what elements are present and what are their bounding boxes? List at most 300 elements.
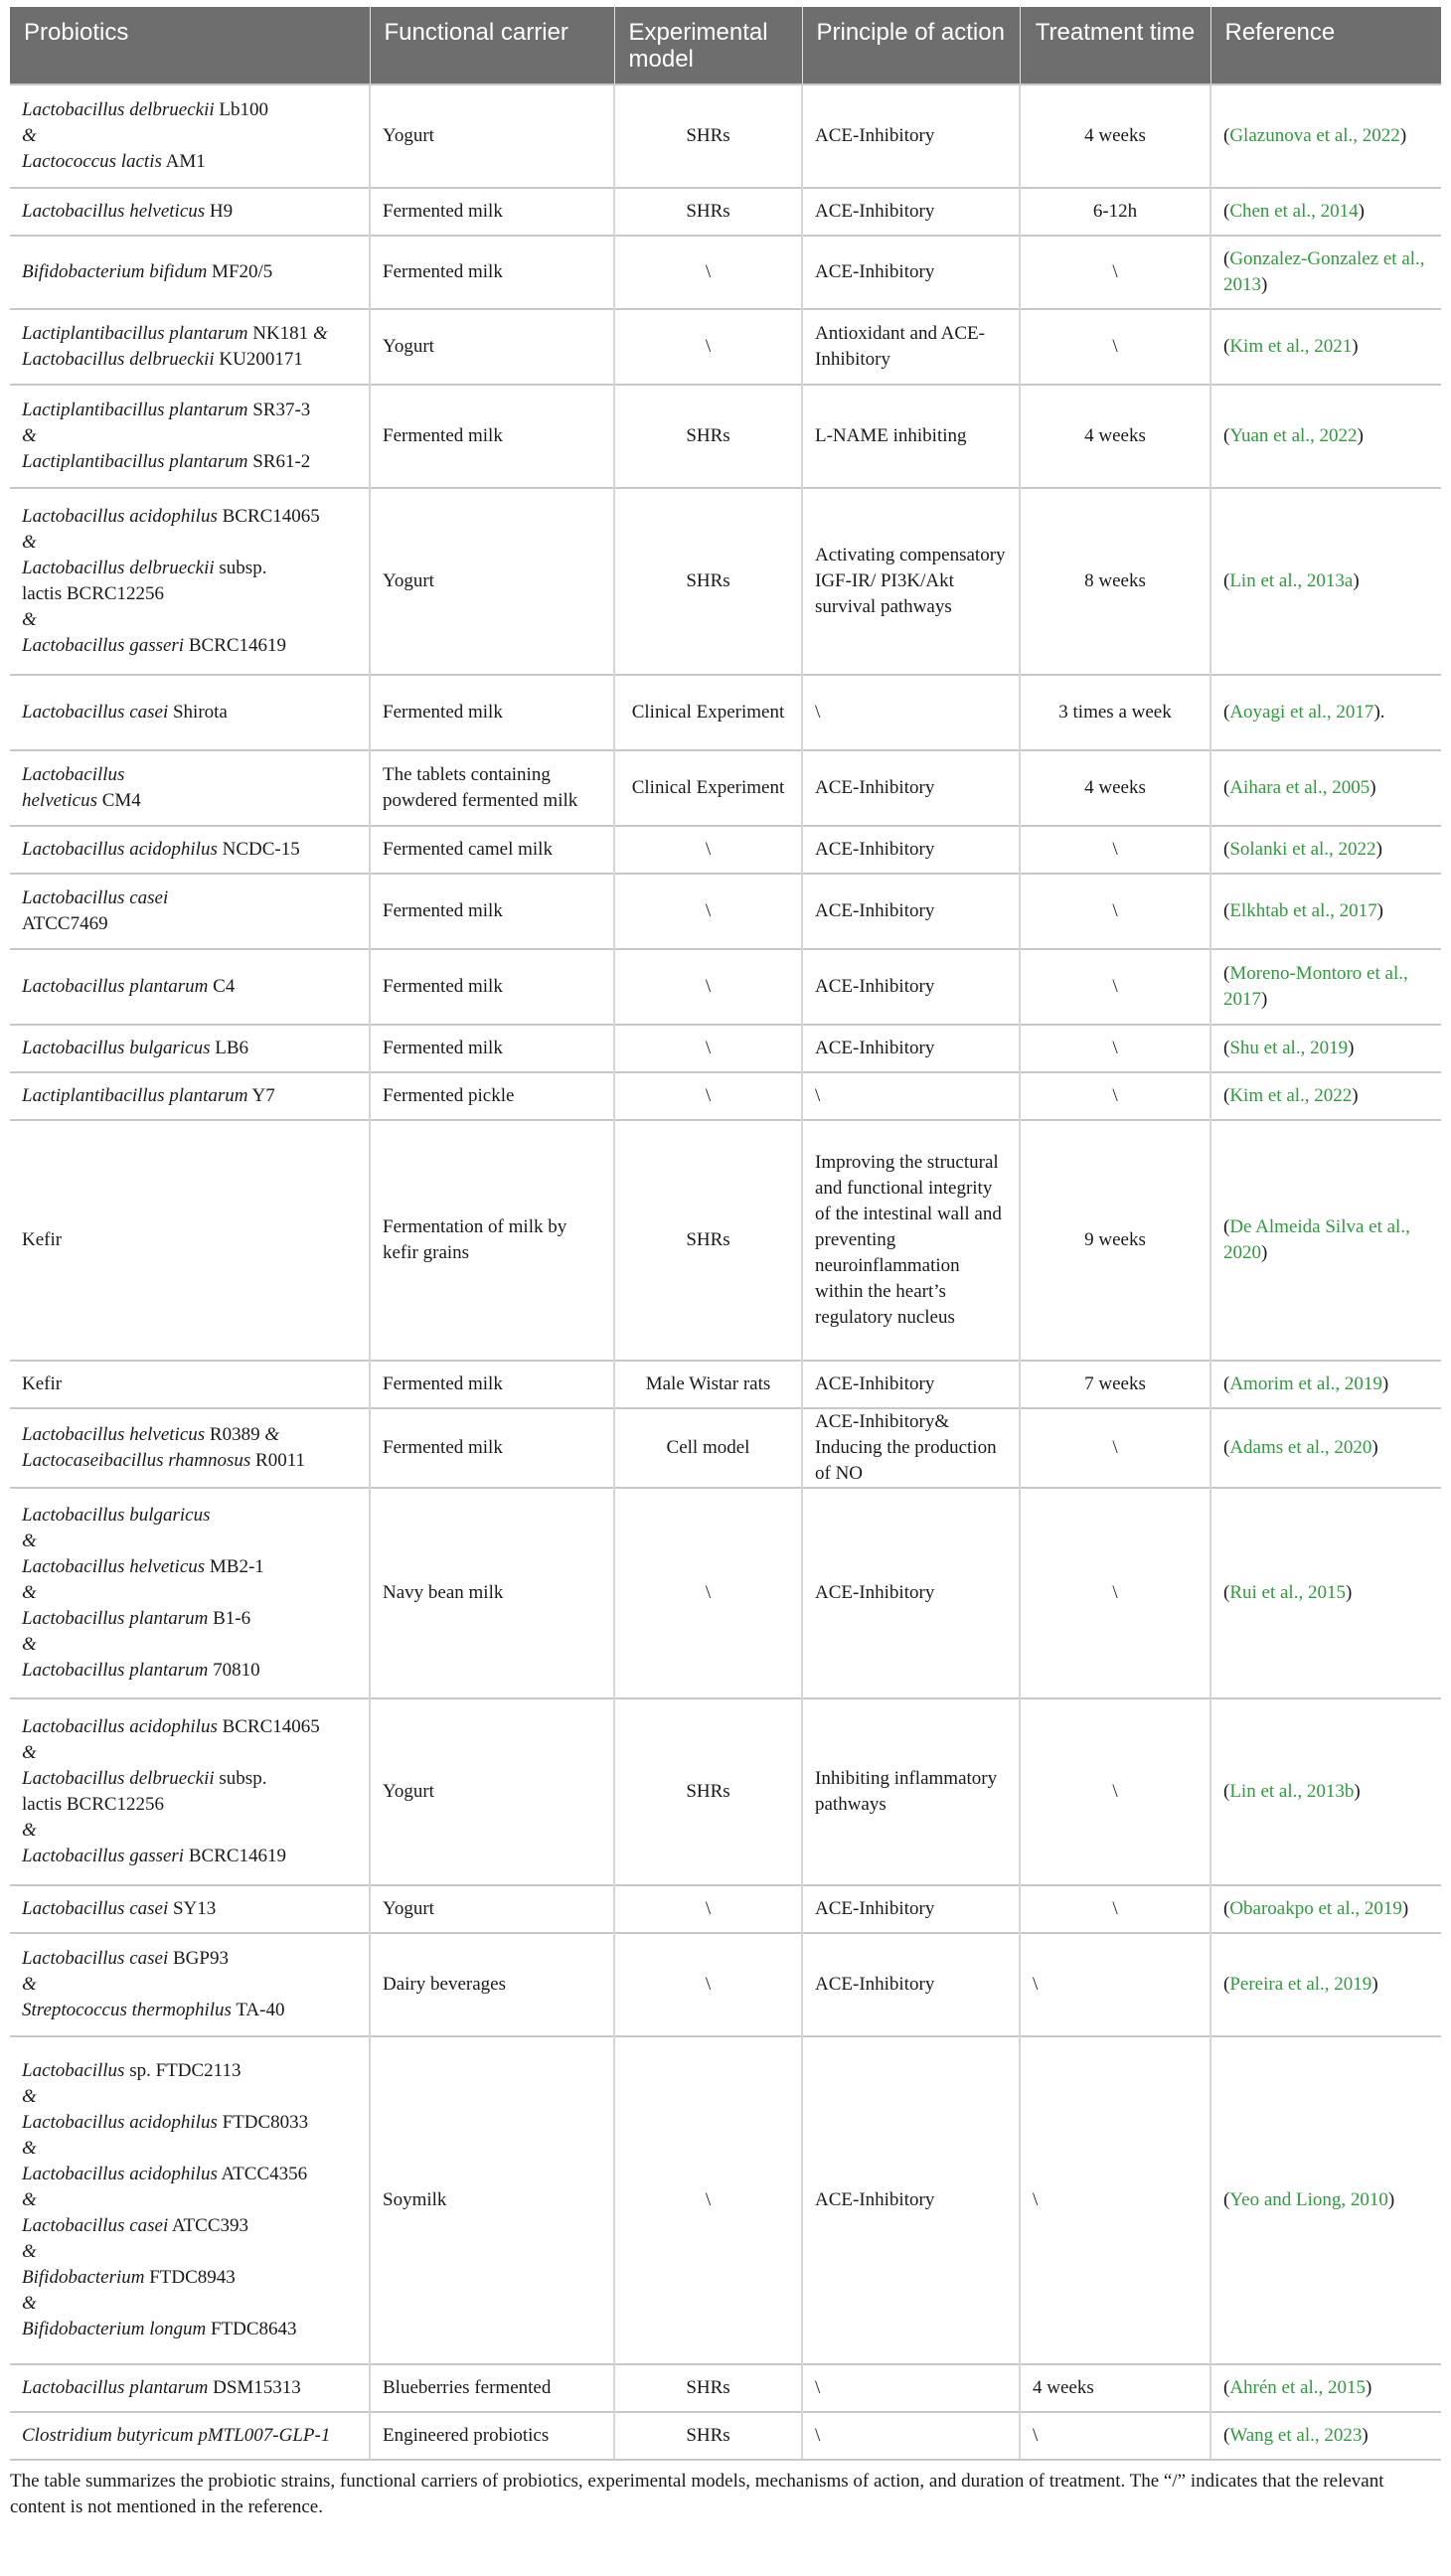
probiotic-line <box>22 321 357 347</box>
strain-text: SR61-2 <box>247 451 311 472</box>
probiotic-line <box>22 423 357 449</box>
probiotic-line <box>22 1658 357 1684</box>
probiotic-line <box>22 347 357 373</box>
paren-close: ) <box>1354 1781 1361 1802</box>
reference-link[interactable]: Adams et al., 2020 <box>1229 1437 1372 1458</box>
strain-text: subsp. <box>214 558 267 578</box>
cell-reference <box>1210 1072 1441 1120</box>
probiotic-line <box>22 398 357 423</box>
probiotic-line <box>22 1227 357 1253</box>
species-name: Lactobacillus gasseri <box>22 635 185 656</box>
probiotic-line <box>22 1792 357 1818</box>
cell-principle-of-action: ACE-Inhibitory <box>802 2036 1020 2364</box>
paren-close: ) <box>1348 1038 1355 1058</box>
cell-reference <box>1210 1488 1441 1698</box>
cell-functional-carrier: Fermented milk <box>370 1025 614 1072</box>
strain-text: R0389 <box>205 1424 265 1445</box>
ampersand: & <box>22 2086 37 2107</box>
strain-text: ATCC393 <box>168 2215 249 2236</box>
reference-link[interactable]: Moreno-Montoro et al., 2017 <box>1223 963 1408 1010</box>
probiotic-line <box>22 1740 357 1766</box>
probiotic-line <box>22 1083 357 1109</box>
cell-probiotics <box>10 1885 370 1933</box>
paren-close: ) <box>1352 336 1359 357</box>
probiotic-line <box>22 449 357 475</box>
strain-text: ATCC4356 <box>217 2164 308 2184</box>
strain-text: Kefir <box>22 1229 63 1250</box>
ampersand: & <box>22 1530 37 1551</box>
paren-open: ( <box>1223 201 1230 222</box>
paren-open: ( <box>1223 839 1230 860</box>
cell-functional-carrier: Soymilk <box>370 2036 614 2364</box>
cell-probiotics <box>10 826 370 874</box>
probiotic-line <box>22 837 357 863</box>
table-row <box>10 1120 1441 1361</box>
header-reference: Reference <box>1210 7 1441 84</box>
cell-treatment-time: \ <box>1020 1408 1210 1488</box>
reference-link[interactable]: Pereira et al., 2019 <box>1229 1974 1372 1995</box>
paren-close: ) <box>1261 989 1268 1010</box>
cell-functional-carrier: Fermented milk <box>370 949 614 1025</box>
cell-reference <box>1210 1361 1441 1408</box>
cell-experimental-model: Male Wistar rats <box>614 1361 802 1408</box>
cell-experimental-model: \ <box>614 309 802 385</box>
species-name: Lactobacillus delbrueckii <box>22 558 215 578</box>
probiotic-line <box>22 1714 357 1740</box>
paren-open: ( <box>1223 1038 1230 1058</box>
paren-open: ( <box>1223 1085 1230 1106</box>
reference-link[interactable]: Rui et al., 2015 <box>1229 1582 1346 1603</box>
reference-link[interactable]: Ahrén et al., 2015 <box>1229 2377 1366 2398</box>
probiotic-line <box>22 1896 357 1922</box>
cell-probiotics <box>10 750 370 826</box>
paren-close: ) <box>1357 425 1364 446</box>
probiotic-line <box>22 633 357 659</box>
ampersand: & <box>312 323 328 344</box>
cell-principle-of-action: \ <box>802 675 1020 750</box>
cell-probiotics <box>10 2036 370 2364</box>
reference-link[interactable]: Glazunova et al., 2022 <box>1229 125 1400 146</box>
ampersand: & <box>22 2138 37 2159</box>
header-functional-carrier: Functional carrier <box>370 7 614 84</box>
strain-text: SY13 <box>168 1898 217 1919</box>
cell-treatment-time: 3 times a week <box>1020 675 1210 750</box>
cell-principle-of-action: ACE-Inhibitory <box>802 874 1020 949</box>
cell-probiotics <box>10 1933 370 2036</box>
paren-open: ( <box>1223 2425 1230 2446</box>
paren-open: ( <box>1223 1373 1230 1394</box>
cell-experimental-model: SHRs <box>614 2412 802 2460</box>
ampersand: & <box>22 1974 37 1995</box>
cell-functional-carrier: Fermented milk <box>370 874 614 949</box>
species-name: Lactobacillus acidophilus <box>22 2164 218 2184</box>
probiotic-line <box>22 1554 357 1580</box>
cell-functional-carrier: Yogurt <box>370 309 614 385</box>
cell-experimental-model: \ <box>614 826 802 874</box>
cell-reference <box>1210 750 1441 826</box>
cell-reference <box>1210 2412 1441 2460</box>
cell-reference <box>1210 309 1441 385</box>
cell-reference <box>1210 385 1441 488</box>
cell-treatment-time: \ <box>1020 874 1210 949</box>
reference-link[interactable]: Amorim et al., 2019 <box>1229 1373 1382 1394</box>
paren-close: ) <box>1370 777 1376 798</box>
species-name: Lactobacillus helveticus <box>22 1556 206 1577</box>
table-row <box>10 949 1441 1025</box>
strain-text: Y7 <box>247 1085 275 1106</box>
ampersand: & <box>264 1424 280 1445</box>
cell-treatment-time: \ <box>1020 1885 1210 1933</box>
cell-treatment-time: \ <box>1020 236 1210 309</box>
strain-text: R0011 <box>250 1450 306 1471</box>
strain-text: AM1 <box>161 151 206 172</box>
reference-link[interactable]: Obaroakpo et al., 2019 <box>1229 1898 1402 1919</box>
strain-text: KU200171 <box>214 349 303 370</box>
table-row <box>10 1698 1441 1885</box>
probiotic-line <box>22 1998 357 2023</box>
cell-experimental-model: SHRs <box>614 188 802 236</box>
strain-text: NK181 <box>247 323 313 344</box>
cell-experimental-model: \ <box>614 874 802 949</box>
species-name: Lactobacillus <box>22 2060 125 2081</box>
table-row <box>10 488 1441 675</box>
probiotic-line <box>22 199 357 225</box>
cell-functional-carrier: Fermented milk <box>370 1361 614 1408</box>
cell-principle-of-action: L-NAME inhibiting <box>802 385 1020 488</box>
cell-treatment-time: 4 weeks <box>1020 2364 1210 2412</box>
ampersand: & <box>22 2293 37 2314</box>
cell-treatment-time: \ <box>1020 826 1210 874</box>
paren-open: ( <box>1223 1781 1230 1802</box>
paren-open: ( <box>1223 1582 1230 1603</box>
probiotic-line <box>22 2317 357 2342</box>
cell-principle-of-action: ACE-Inhibitory <box>802 1488 1020 1698</box>
paren-open: ( <box>1223 125 1230 146</box>
paren-close: ) <box>1345 1582 1353 1603</box>
species-name: Bifidobacterium <box>22 2267 145 2288</box>
cell-principle-of-action: ACE-Inhibitory <box>802 188 1020 236</box>
cell-principle-of-action: \ <box>802 2364 1020 2412</box>
strain-text: subsp. <box>214 1768 267 1789</box>
cell-probiotics <box>10 488 370 675</box>
species-name: Lactobacillus acidophilus <box>22 839 218 860</box>
cell-treatment-time: 8 weeks <box>1020 488 1210 675</box>
reference-link[interactable]: Lin et al., 2013a <box>1229 570 1354 591</box>
table-footnote: The table summarizes the probiotic strains, functional carriers of probiotics, experimental models, mechanisms of action, and duration of treatment. The “/” indicates that the relevant content is not mentioned in the reference. <box>10 2471 1384 2517</box>
cell-principle-of-action: ACE-Inhibitory <box>802 826 1020 874</box>
reference-link[interactable]: Shu et al., 2019 <box>1229 1038 1349 1058</box>
reference-link[interactable]: Lin et al., 2013b <box>1229 1781 1355 1802</box>
paren-close: ) <box>1353 570 1360 591</box>
paren-close: ) <box>1358 201 1365 222</box>
paren-open: ( <box>1223 336 1230 357</box>
probiotic-line <box>22 911 357 937</box>
strain-text: Lb100 <box>214 99 269 120</box>
table-row <box>10 84 1441 188</box>
table-row <box>10 1072 1441 1120</box>
reference-tail: . <box>1379 702 1385 723</box>
strain-text: TA-40 <box>231 2000 285 2020</box>
table-row <box>10 1933 1441 2036</box>
paren-open: ( <box>1223 2377 1230 2398</box>
cell-functional-carrier: Fermented pickle <box>370 1072 614 1120</box>
paren-open: ( <box>1223 1898 1230 1919</box>
cell-reference <box>1210 949 1441 1025</box>
species-name: Lactiplantibacillus plantarum <box>22 400 248 420</box>
cell-reference <box>1210 1698 1441 1885</box>
cell-experimental-model: SHRs <box>614 2364 802 2412</box>
cell-experimental-model: \ <box>614 236 802 309</box>
species-name: Lactobacillus acidophilus <box>22 1716 218 1737</box>
strain-text: MB2-1 <box>205 1556 264 1577</box>
cell-probiotics <box>10 2412 370 2460</box>
ampersand: & <box>22 125 37 146</box>
cell-experimental-model: SHRs <box>614 1698 802 1885</box>
species-name: Lactobacillus plantarum <box>22 2377 209 2398</box>
cell-treatment-time: 7 weeks <box>1020 1361 1210 1408</box>
strain-text: DSM15313 <box>208 2377 301 2398</box>
cell-treatment-time: \ <box>1020 1933 1210 2036</box>
species-name: Lactobacillus helveticus <box>22 1424 206 1445</box>
cell-probiotics <box>10 874 370 949</box>
cell-experimental-model: Clinical Experiment <box>614 675 802 750</box>
cell-reference <box>1210 188 1441 236</box>
table-header <box>10 7 1441 84</box>
cell-probiotics <box>10 675 370 750</box>
cell-principle-of-action: \ <box>802 2412 1020 2460</box>
cell-treatment-time: \ <box>1020 1488 1210 1698</box>
table-body <box>10 84 1441 2460</box>
paren-open: ( <box>1223 777 1230 798</box>
cell-reference <box>1210 675 1441 750</box>
cell-experimental-model: SHRs <box>614 1120 802 1361</box>
cell-functional-carrier: Fermented milk <box>370 1408 614 1488</box>
species-name: Lactobacillus plantarum <box>22 1660 209 1681</box>
strain-text: sp. FTDC2113 <box>124 2060 242 2081</box>
cell-experimental-model: \ <box>614 2036 802 2364</box>
cell-reference <box>1210 1408 1441 1488</box>
cell-experimental-model: SHRs <box>614 385 802 488</box>
probiotic-line <box>22 1422 357 1448</box>
species-name: Lactobacillus casei <box>22 2215 169 2236</box>
probiotic-line <box>22 700 357 725</box>
cell-functional-carrier: Navy bean milk <box>370 1488 614 1698</box>
species-name: helveticus <box>22 790 97 811</box>
strain-text: lactis BCRC12256 <box>22 583 165 604</box>
table-row <box>10 2364 1441 2412</box>
paren-close: ) <box>1401 1898 1409 1919</box>
cell-principle-of-action: ACE-Inhibitory <box>802 1885 1020 1933</box>
table-row <box>10 750 1441 826</box>
reference-link[interactable]: De Almeida Silva et al., 2020 <box>1223 1216 1410 1263</box>
cell-principle-of-action: ACE-Inhibitory <box>802 1025 1020 1072</box>
cell-principle-of-action: Improving the structural and functional integrity of the intestinal wall and preventing neuroinflammation within the heart’s regulatory nucleus <box>802 1120 1020 1361</box>
cell-treatment-time: 4 weeks <box>1020 750 1210 826</box>
cell-treatment-time: \ <box>1020 1025 1210 1072</box>
strain-text: lactis BCRC12256 <box>22 1794 165 1815</box>
cell-probiotics <box>10 84 370 188</box>
species-name: Lactobacillus gasseri <box>22 1846 185 1866</box>
ampersand: & <box>22 2189 37 2210</box>
probiotic-line <box>22 123 357 149</box>
probiotic-line <box>22 149 357 175</box>
strain-text: FTDC8943 <box>144 2267 236 2288</box>
table-row <box>10 2036 1441 2364</box>
cell-experimental-model: \ <box>614 1488 802 1698</box>
paren-open: ( <box>1223 2189 1230 2210</box>
cell-functional-carrier: Fermented milk <box>370 385 614 488</box>
cell-probiotics <box>10 309 370 385</box>
cell-functional-carrier: Fermented milk <box>370 188 614 236</box>
reference-link[interactable]: Aihara et al., 2005 <box>1229 777 1370 798</box>
strain-text: CM4 <box>96 790 141 811</box>
probiotic-line <box>22 1946 357 1972</box>
species-name: Lactococcus lactis <box>22 151 162 172</box>
probiotic-line <box>22 1972 357 1998</box>
probiotic-line <box>22 1503 357 1529</box>
probiotic-line <box>22 2291 357 2317</box>
ampersand: & <box>22 1820 37 1841</box>
strain-text: MF20/5 <box>207 261 273 282</box>
reference-link[interactable]: Kim et al., 2022 <box>1229 1085 1353 1106</box>
cell-reference <box>1210 1025 1441 1072</box>
cell-treatment-time: 9 weeks <box>1020 1120 1210 1361</box>
ampersand: & <box>22 609 37 630</box>
table-row <box>10 2412 1441 2460</box>
table-row <box>10 874 1441 949</box>
cell-reference <box>1210 1933 1441 2036</box>
cell-principle-of-action: \ <box>802 1072 1020 1120</box>
species-name: Lactobacillus plantarum <box>22 1608 209 1629</box>
cell-principle-of-action: ACE-Inhibitory <box>802 1361 1020 1408</box>
cell-principle-of-action: Inhibiting inflammatory pathways <box>802 1698 1020 1885</box>
cell-probiotics <box>10 1072 370 1120</box>
cell-probiotics <box>10 1361 370 1408</box>
species-name: Lactocaseibacillus rhamnosus <box>22 1450 251 1471</box>
table-row <box>10 1408 1441 1488</box>
cell-functional-carrier: Yogurt <box>370 488 614 675</box>
paren-open: ( <box>1223 248 1230 269</box>
ampersand: & <box>22 2241 37 2262</box>
probiotic-line <box>22 2375 357 2401</box>
reference-link[interactable]: Elkhtab et al., 2017 <box>1229 900 1377 921</box>
probiotic-line <box>22 1818 357 1844</box>
cell-probiotics <box>10 1120 370 1361</box>
cell-reference <box>1210 84 1441 188</box>
species-name: Lactobacillus bulgaricus <box>22 1505 211 1526</box>
cell-experimental-model: \ <box>614 1025 802 1072</box>
probiotic-line <box>22 1448 357 1474</box>
paren-open: ( <box>1223 1216 1230 1237</box>
species-name: Lactobacillus delbrueckii <box>22 1768 215 1789</box>
probiotic-line <box>22 2110 357 2136</box>
probiotic-line <box>22 97 357 123</box>
paren-close: ) <box>1371 1437 1378 1458</box>
paren-close: ) <box>1352 1085 1359 1106</box>
paren-open: ( <box>1223 1437 1230 1458</box>
strain-text: B1-6 <box>208 1608 251 1629</box>
reference-link[interactable]: Gonzalez-Gonzalez et al., 2013 <box>1223 248 1425 295</box>
table-row <box>10 826 1441 874</box>
paren-close: ) <box>1375 839 1382 860</box>
probiotic-line <box>22 581 357 607</box>
probiotic-line <box>22 2239 357 2265</box>
strain-text: BCRC14065 <box>217 506 320 527</box>
table-row <box>10 236 1441 309</box>
paren-close: ) <box>1362 2425 1369 2446</box>
cell-principle-of-action: Activating compensatory IGF-IR/ PI3K/Akt survival pathways <box>802 488 1020 675</box>
paren-close: ) <box>1373 702 1380 723</box>
table-row <box>10 385 1441 488</box>
strain-text: 70810 <box>208 1660 260 1681</box>
table-row <box>10 1361 1441 1408</box>
reference-link[interactable]: Aoyagi et al., 2017 <box>1229 702 1374 723</box>
paren-open: ( <box>1223 900 1230 921</box>
table-row <box>10 1025 1441 1072</box>
cell-experimental-model: Cell model <box>614 1408 802 1488</box>
reference-link[interactable]: Solanki et al., 2022 <box>1229 839 1376 860</box>
reference-link[interactable]: Yeo and Liong, 2010 <box>1229 2189 1388 2210</box>
paren-open: ( <box>1223 1974 1230 1995</box>
strain-text: LB6 <box>210 1038 249 1058</box>
probiotic-line <box>22 556 357 581</box>
species-name: Lactobacillus delbrueckii <box>22 349 215 370</box>
species-name: Bifidobacterium longum <box>22 2319 207 2339</box>
probiotic-line <box>22 504 357 530</box>
probiotic-line <box>22 1606 357 1632</box>
strain-text: BGP93 <box>168 1948 229 1969</box>
species-name: Lactobacillus casei <box>22 1948 169 1969</box>
header-row <box>10 7 1441 84</box>
cell-probiotics <box>10 236 370 309</box>
cell-functional-carrier: Dairy beverages <box>370 1933 614 2036</box>
paren-close: ) <box>1399 125 1407 146</box>
paren-close: ) <box>1261 1242 1268 1263</box>
cell-treatment-time: \ <box>1020 1698 1210 1885</box>
reference-link[interactable]: Kim et al., 2021 <box>1229 336 1353 357</box>
probiotic-line <box>22 788 357 814</box>
cell-reference <box>1210 826 1441 874</box>
reference-link[interactable]: Wang et al., 2023 <box>1229 2425 1363 2446</box>
cell-treatment-time: \ <box>1020 309 1210 385</box>
paren-close: ) <box>1371 1974 1378 1995</box>
cell-experimental-model: SHRs <box>614 488 802 675</box>
reference-link[interactable]: Yuan et al., 2022 <box>1229 425 1358 446</box>
cell-probiotics <box>10 1488 370 1698</box>
cell-principle-of-action: ACE-Inhibitory <box>802 949 1020 1025</box>
paren-open: ( <box>1223 425 1230 446</box>
table-row <box>10 1488 1441 1698</box>
cell-probiotics <box>10 188 370 236</box>
reference-link[interactable]: Chen et al., 2014 <box>1229 201 1359 222</box>
probiotic-line <box>22 974 357 1000</box>
species-name: Lactobacillus bulgaricus <box>22 1038 211 1058</box>
species-name: Lactobacillus casei <box>22 702 169 723</box>
cell-treatment-time: \ <box>1020 2036 1210 2364</box>
cell-reference <box>1210 1120 1441 1361</box>
probiotics-table <box>10 7 1441 2461</box>
table-row <box>10 1885 1441 1933</box>
header-probiotics: Probiotics <box>10 7 370 84</box>
species-name: Lactobacillus helveticus <box>22 201 206 222</box>
cell-probiotics <box>10 949 370 1025</box>
species-name: Lactiplantibacillus plantarum <box>22 1085 248 1106</box>
strain-text: BCRC14065 <box>217 1716 320 1737</box>
paren-close: ) <box>1387 2189 1395 2210</box>
probiotic-line <box>22 2084 357 2110</box>
probiotic-line <box>22 1371 357 1397</box>
paren-close: ) <box>1261 274 1268 295</box>
